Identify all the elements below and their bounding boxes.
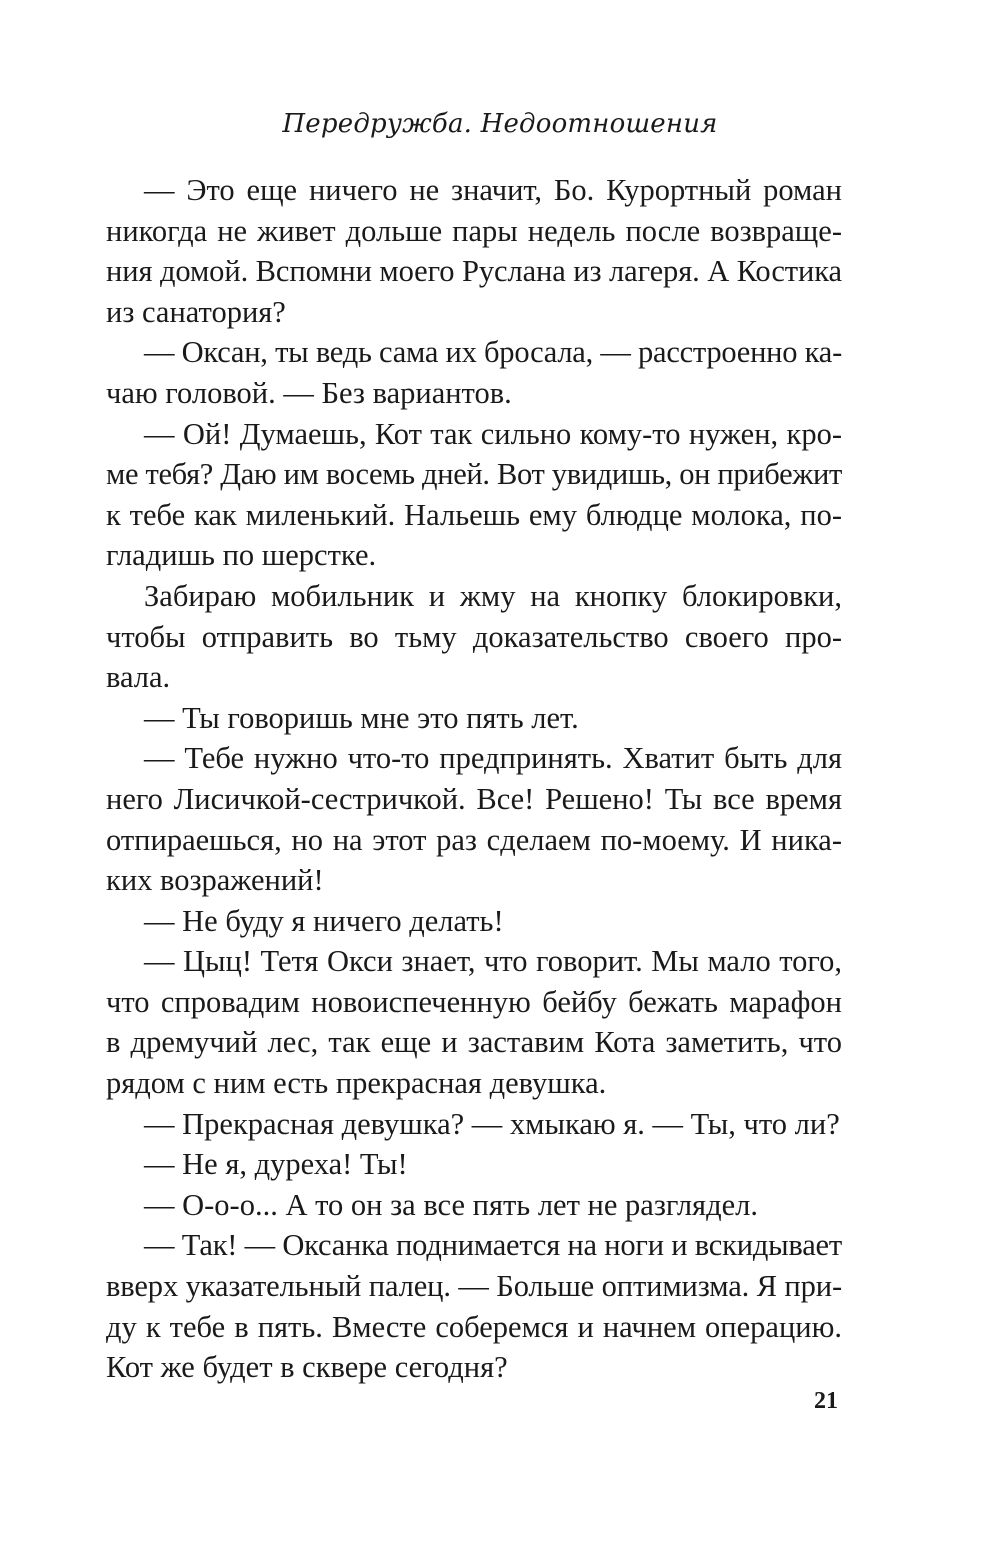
- text-line: — Не я, дуреха! Ты!: [144, 1147, 408, 1182]
- text-line: в дремучий лес, так еще и заставим Кота заметить, что: [106, 1025, 842, 1060]
- running-header: Передружба. Недоотношения: [282, 109, 718, 139]
- text-line: — Оксан, ты ведь сама их бросала, — расстроенно ка-: [144, 335, 842, 370]
- text-line: ния домой. Вспомни моего Руслана из лагеря. А Костика: [106, 254, 842, 289]
- text-line: — О-о-о... А то он за все пять лет не разглядел.: [144, 1187, 758, 1222]
- text-line: Забираю мобильник и жму на кнопку блокировки,: [144, 578, 842, 613]
- text-line: Кот же будет в сквере сегодня?: [106, 1350, 508, 1385]
- text-line: ме тебя? Даю им восемь дней. Вот увидишь, он прибежит: [106, 457, 842, 492]
- text-line: — Так! — Оксанка поднимается на ноги и вскидывает: [144, 1228, 842, 1263]
- text-line: ду к тебе в пять. Вместе соберемся и начнем операцию.: [106, 1309, 842, 1344]
- text-line: к тебе как миленький. Нальешь ему блюдце молока, по-: [106, 497, 842, 532]
- text-line: рядом с ним есть прекрасная девушка.: [106, 1066, 607, 1101]
- text-line: вверх указательный палец. — Больше оптимизма. Я при-: [106, 1269, 842, 1304]
- text-line: — Ты говоришь мне это пять лет.: [144, 700, 579, 735]
- text-line: ких возражений!: [106, 863, 324, 898]
- text-line: чаю головой. — Без вариантов.: [106, 375, 512, 410]
- page-number: 21: [814, 1388, 838, 1414]
- text-line: гладишь по шерстке.: [106, 538, 377, 573]
- text-line: никогда не живет дольше пары недель после возвраще-: [106, 213, 842, 248]
- text-line: вала.: [106, 660, 171, 695]
- text-line: из санатория?: [106, 294, 286, 329]
- text-line: него Лисичкой-сестричкой. Все! Решено! Ты все время: [106, 781, 842, 816]
- text-line: — Это еще ничего не значит, Бо. Курортный роман: [144, 173, 842, 207]
- text-line: отпираешься, но на этот раз сделаем по-моему. И ника-: [106, 822, 842, 857]
- text-line: — Цыц! Тетя Окси знает, что говорит. Мы мало того,: [144, 944, 842, 979]
- text-line: — Тебе нужно что-то предпринять. Хватит быть для: [144, 741, 842, 776]
- text-line: что спровадим новоиспеченную бейбу бежать марафон: [106, 984, 842, 1019]
- text-line: — Ой! Думаешь, Кот так сильно кому-то нужен, кро-: [144, 416, 842, 451]
- text-line: — Прекрасная девушка? — хмыкаю я. — Ты, что ли?: [144, 1106, 840, 1141]
- book-text: [106, 170, 842, 1388]
- text-line: чтобы отправить во тьму доказательство своего про-: [106, 619, 842, 654]
- text-line: — Не буду я ничего делать!: [144, 903, 504, 938]
